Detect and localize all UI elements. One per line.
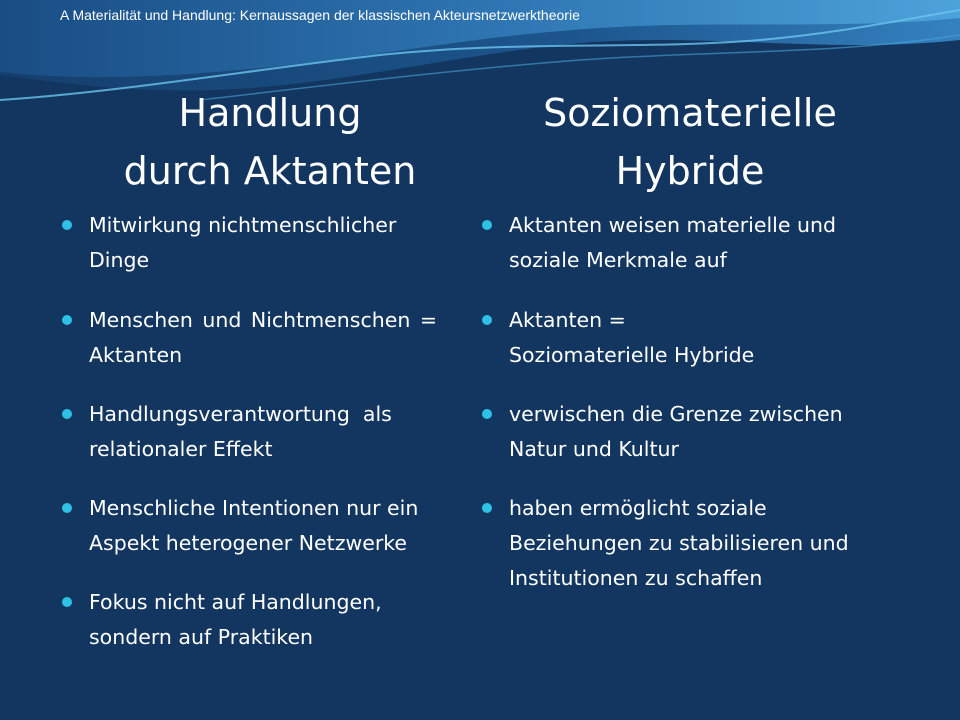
list-item: [60, 397, 478, 467]
bullet-line: Natur und Kultur: [509, 437, 679, 461]
right-title-line-2: Hybride: [615, 149, 765, 193]
bullet-line: verwischen die Grenze zwischen: [509, 402, 843, 426]
bullet-dot-icon: [62, 503, 72, 513]
bullet-line: Fokus nicht auf Handlungen,: [89, 590, 382, 614]
bullet-line: Aktanten: [89, 343, 183, 367]
bullet-line: Dinge: [89, 248, 150, 272]
left-title-line-2: durch Aktanten: [123, 149, 417, 193]
bullet-dot-icon: [62, 409, 72, 419]
right-column-title: [480, 84, 900, 200]
right-column: [480, 84, 900, 590]
list-item: [480, 491, 898, 596]
bullet-line: Menschen und Nichtmenschen =: [89, 308, 438, 332]
left-title-line-1: Handlung: [178, 91, 362, 135]
list-item: [60, 208, 478, 278]
bullet-dot-icon: [62, 597, 72, 607]
list-item: [60, 585, 478, 655]
bullet-line: sondern auf Praktiken: [89, 625, 314, 649]
slide-header: A Materialität und Handlung: Kernaussagen der klassischen Akteursnetzwerktheorie: [60, 7, 580, 23]
bullet-dot-icon: [482, 409, 492, 419]
bullet-line: Aktanten =: [509, 308, 626, 332]
bullet-line: Menschliche Intentionen nur ein: [89, 496, 419, 520]
bullet-dot-icon: [62, 220, 72, 230]
bullet-line: Beziehungen zu stabilisieren und: [509, 531, 849, 555]
bullet-dot-icon: [482, 503, 492, 513]
left-column-title: [60, 84, 480, 200]
right-title-line-1: Soziomaterielle: [543, 91, 837, 135]
list-item: [480, 208, 898, 278]
bullet-dot-icon: [482, 220, 492, 230]
left-column: [60, 84, 480, 649]
bullet-line: soziale Merkmale auf: [509, 248, 727, 272]
bullet-line: Institutionen zu schaffen: [509, 566, 763, 590]
right-bullet-list: [480, 208, 898, 596]
left-bullet-list: [60, 208, 478, 655]
bullet-line: Mitwirkung nichtmenschlicher: [89, 213, 397, 237]
list-item: [60, 303, 478, 373]
bullet-line: relationaler Effekt: [89, 437, 273, 461]
bullet-line: Aspekt heterogener Netzwerke: [89, 531, 408, 555]
list-item: [60, 491, 478, 561]
bullet-line: Aktanten weisen materielle und: [509, 213, 836, 237]
bullet-line: Handlungsverantwortung als: [89, 402, 392, 426]
bullet-line: Soziomaterielle Hybride: [509, 343, 755, 367]
bullet-line: haben ermöglicht soziale: [509, 496, 767, 520]
bullet-dot-icon: [482, 315, 492, 325]
list-item: [480, 397, 898, 467]
bullet-dot-icon: [62, 315, 72, 325]
list-item: [480, 303, 898, 373]
